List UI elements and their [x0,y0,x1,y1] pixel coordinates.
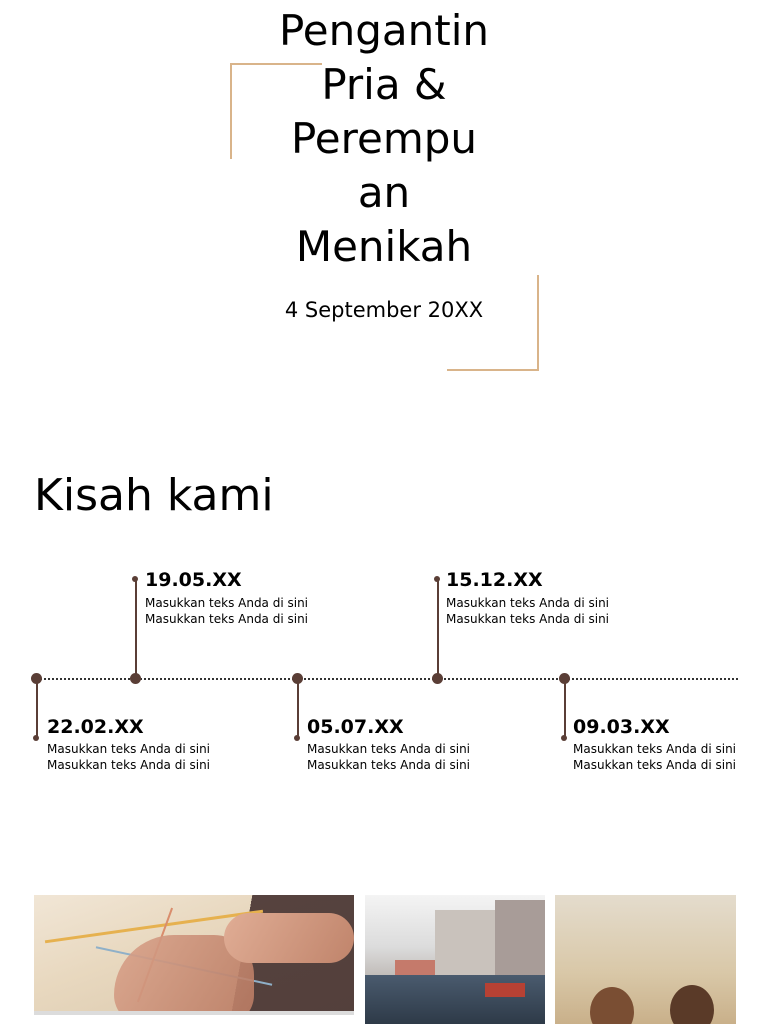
timeline-event-text [446,595,609,627]
timeline-event-date: 15.12.XX [446,569,543,591]
timeline-stem [564,679,566,739]
hero-title-line: Perempu [290,114,478,163]
timeline-stem [297,679,299,739]
timeline-event-text [573,741,736,773]
photo-map-hands [34,895,354,1015]
story-title: Kisah kami [34,470,274,521]
timeline-event-line: Masukkan teks Anda di sini [573,742,737,756]
timeline-event-date: 19.05.XX [145,569,242,591]
hero-title [264,4,504,274]
timeline-event-date: 22.02.XX [47,716,144,738]
timeline-stem-dot [561,735,567,741]
timeline-stem [36,679,38,739]
timeline-line [36,678,738,680]
timeline-stem-dot [434,576,440,582]
timeline-event-date: 09.03.XX [573,716,670,738]
timeline-stem-dot [33,735,39,741]
timeline-stem-dot [132,576,138,582]
hero-title-line: Pengantin [278,6,490,55]
timeline-stem [437,579,439,679]
timeline-stem-dot [294,735,300,741]
timeline-stem [135,579,137,679]
timeline-event-line: Masukkan teks Anda di sini [307,742,471,756]
photo-city-street [365,895,545,1024]
timeline-event-line: Masukkan teks Anda di sini [47,742,211,756]
timeline-event-line: Masukkan teks Anda di sini [307,758,471,772]
timeline-event-line: Masukkan teks Anda di sini [47,758,211,772]
timeline-event-text [307,741,470,773]
timeline-event-text [47,741,210,773]
decorative-bracket-bottom-right [447,275,539,371]
photo-couple [555,895,736,1024]
timeline-event-line: Masukkan teks Anda di sini [145,612,309,626]
hero-title-line: an [357,168,411,217]
timeline-event-line: Masukkan teks Anda di sini [573,758,737,772]
timeline-event-text [145,595,308,627]
timeline-event-line: Masukkan teks Anda di sini [446,596,610,610]
hero-title-line: Pria & [321,60,447,109]
timeline-event-line: Masukkan teks Anda di sini [446,612,610,626]
hero-title-line: Menikah [295,222,473,271]
wedding-date: 4 September 20XX [284,298,484,322]
timeline-event-date: 05.07.XX [307,716,404,738]
timeline-event-line: Masukkan teks Anda di sini [145,596,309,610]
